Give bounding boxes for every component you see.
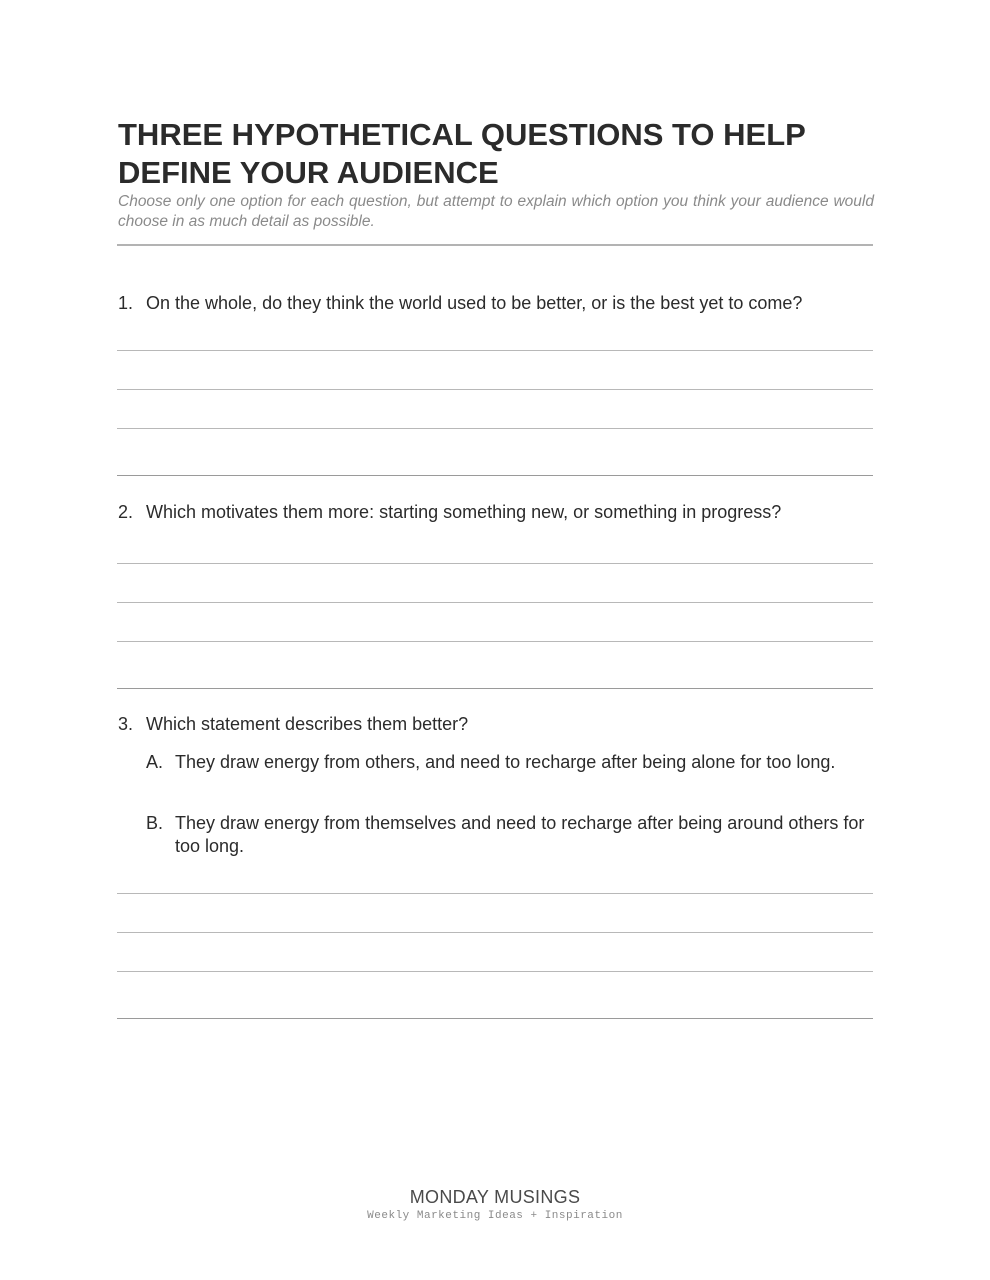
answer-line-q3-1[interactable] [117, 893, 873, 894]
page-subtitle: Choose only one option for each question, but attempt to explain which option you think your audience would choose in as much detail as possible. [118, 193, 874, 230]
answer-line-q1-4[interactable] [117, 475, 873, 476]
answer-line-q2-2[interactable] [117, 602, 873, 603]
question-3-text: Which statement describes them better? [146, 714, 469, 734]
question-3 [118, 713, 874, 736]
answer-line-q3-4[interactable] [117, 1018, 873, 1019]
page-title [118, 116, 878, 192]
question-3-option-b [146, 812, 866, 858]
footer-tagline: Weekly Marketing Ideas + Inspiration [367, 1210, 623, 1222]
question-1-text: On the whole, do they think the world used to be better, or is the best yet to come? [146, 293, 803, 313]
question-1-number: 1. [118, 293, 134, 313]
option-b-letter: B. [146, 813, 164, 833]
answer-line-q1-2[interactable] [117, 389, 873, 390]
option-a-text: They draw energy from others, and need to recharge after being alone for too long. [175, 752, 836, 772]
footer-brand: MONDAY MUSINGS [409, 1187, 581, 1207]
question-2-number: 2. [118, 502, 134, 522]
answer-line-q3-3[interactable] [117, 971, 873, 972]
answer-line-q2-3[interactable] [117, 641, 873, 642]
answer-line-q1-3[interactable] [117, 428, 873, 429]
answer-line-q3-2[interactable] [117, 932, 873, 933]
option-a-letter: A. [146, 752, 164, 772]
question-3-option-a [146, 751, 866, 774]
question-1 [118, 292, 874, 315]
header-divider [117, 244, 873, 246]
answer-line-q2-4[interactable] [117, 688, 873, 689]
answer-line-q1-1[interactable] [117, 350, 873, 351]
question-2 [118, 501, 874, 524]
page-title-line-1: THREE HYPOTHETICAL QUESTIONS TO HELP [118, 117, 806, 152]
answer-line-q2-1[interactable] [117, 563, 873, 564]
option-b-text: They draw energy from themselves and need to recharge after being around others for too long. [175, 813, 865, 856]
question-2-text: Which motivates them more: starting something new, or something in progress? [146, 502, 782, 522]
page-title-line-2: DEFINE YOUR AUDIENCE [118, 155, 499, 190]
question-3-number: 3. [118, 714, 134, 734]
